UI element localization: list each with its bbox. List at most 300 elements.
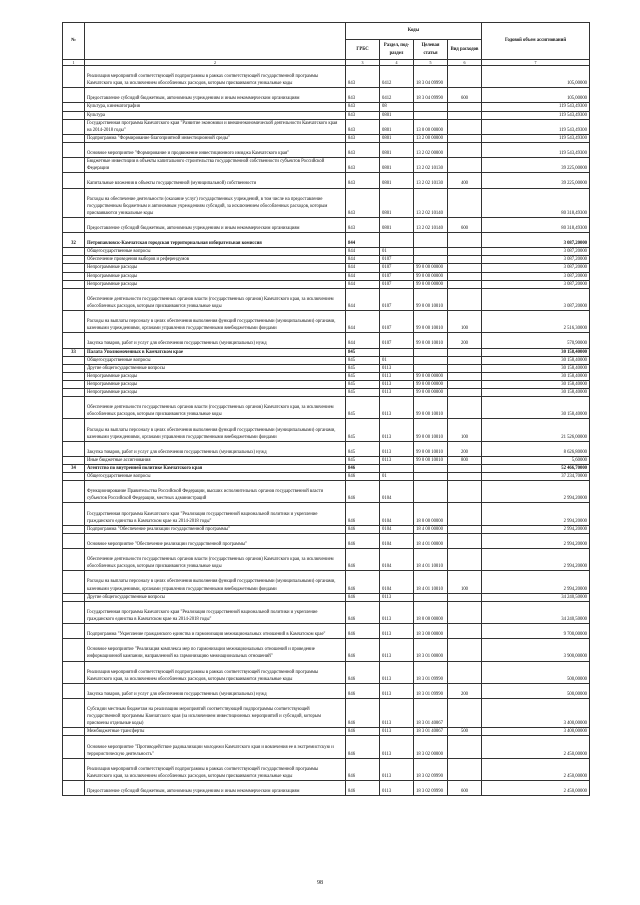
header-num: № [63,23,85,60]
row-name: Расходы на выплаты персоналу в целях обеспечения выполнения функций государственными (муниципальными) органами, казенными учреждениями, органами управления государственными внебюджетными фондами [85,419,346,441]
table-row [63,372,590,380]
row-grbs: 843 [346,111,380,119]
row-expense-type: 100 [448,311,482,333]
row-target-article: 13 0 00 00000 [414,119,448,134]
row-razdel: 0104 [380,549,414,571]
row-amount: 3 400,00000 [482,698,590,727]
row-name: Основное мероприятие "Обеспечение реализации государственной программы" [85,533,346,548]
row-razdel: 0104 [380,481,414,503]
row-grbs: 844 [346,333,380,348]
row-razdel: 0107 [380,264,414,272]
row-number [63,111,85,119]
row-name: Непрограммные расходы [85,264,346,272]
row-razdel: 0107 [380,280,414,288]
table-row [63,158,590,173]
row-grbs: 846 [346,781,380,796]
row-grbs: 846 [346,571,380,593]
row-target-article: 99 0 00 00000 [414,372,448,380]
row-target-article [414,348,448,356]
row-razdel: 0113 [380,728,414,736]
row-expense-type [448,264,482,272]
row-razdel [380,348,414,356]
row-amount: 2 994,20000 [482,571,590,593]
row-grbs: 844 [346,272,380,280]
row-expense-type: 100 [448,571,482,593]
row-amount: 3 087,20000 [482,256,590,264]
row-amount: 30 158,40000 [482,380,590,388]
row-target-article: 99 0 00 10010 [414,288,448,310]
row-razdel: 0412 [380,66,414,88]
row-target-article: 18 0 00 00000 [414,503,448,525]
row-expense-type [448,758,482,780]
row-number: 34 [63,464,85,472]
row-grbs: 846 [346,473,380,481]
row-amount: 3 087,20000 [482,248,590,256]
row-target-article: 99 0 00 00000 [414,264,448,272]
table-row [63,134,590,142]
table-row [63,728,590,736]
row-amount: 8 626,80000 [482,441,590,456]
table-row [63,103,590,111]
row-target-article: 18 3 02 00000 [414,736,448,758]
row-grbs: 843 [346,119,380,134]
row-number [63,280,85,288]
row-razdel [380,464,414,472]
row-number [63,456,85,464]
row-target-article: 99 0 00 10010 [414,441,448,456]
row-target-article: 13 2 02 00000 [414,142,448,157]
row-grbs: 844 [346,288,380,310]
table-row [63,333,590,348]
row-number [63,142,85,157]
row-number [63,103,85,111]
row-expense-type [448,601,482,623]
row-number [63,473,85,481]
row-razdel: 0113 [380,364,414,372]
row-amount: 80 318,49300 [482,188,590,217]
row-name: Предоставление субсидий бюджетным, автономным учреждениям и иным некоммерческим организациям [85,781,346,796]
table-row [63,364,590,372]
row-razdel: 0113 [380,639,414,661]
row-expense-type [448,103,482,111]
index-cell: 4 [380,60,414,66]
row-target-article: 18 3 04 09990 [414,88,448,103]
row-amount: 3 087,20000 [482,280,590,288]
header-vid: Вид расходов [448,40,482,60]
row-grbs: 845 [346,441,380,456]
row-name: Агентство по внутренней политике Камчатского края [85,464,346,472]
row-expense-type [448,256,482,264]
row-expense-type [448,389,482,397]
document-page [62,22,590,796]
row-name: Непрограммные расходы [85,389,346,397]
table-row [63,533,590,548]
row-target-article [414,364,448,372]
row-target-article: 13 2 00 00000 [414,134,448,142]
row-name: Непрограммные расходы [85,380,346,388]
row-expense-type: 600 [448,781,482,796]
row-name: Общегосударственные вопросы [85,248,346,256]
row-expense-type [448,473,482,481]
row-name: Подпрограмма "Обеспечение реализации государственной программы" [85,525,346,533]
row-target-article: 99 0 00 10010 [414,397,448,419]
table-row [63,503,590,525]
row-number [63,333,85,348]
index-cell: 5 [414,60,448,66]
page-number: 98 [317,880,323,886]
row-name: Закупка товаров, работ и услуг для обеспечения государственных (муниципальных) нужд [85,683,346,698]
row-expense-type [448,364,482,372]
row-name: Предоставление субсидий бюджетным, автономным учреждениям и иным некоммерческим организациям [85,217,346,232]
row-razdel: 0801 [380,142,414,157]
table-row [63,119,590,134]
table-row [63,348,590,356]
row-amount: 3 900,00000 [482,639,590,661]
row-expense-type: 500 [448,728,482,736]
row-number [63,419,85,441]
row-number [63,356,85,364]
row-amount: 2 994,20000 [482,503,590,525]
row-name: Подпрограмма "Укрепление гражданского единства и гармонизация межнациональных отношений в Камчатском крае" [85,624,346,639]
row-amount: 9 700,00000 [482,624,590,639]
row-grbs: 845 [346,364,380,372]
table-row [63,272,590,280]
row-name: Петропавловск-Камчатская городская территориальная избирательная комиссия [85,233,346,248]
row-number [63,288,85,310]
row-number [63,364,85,372]
row-grbs: 843 [346,88,380,103]
table-row [63,256,590,264]
row-target-article [414,111,448,119]
table-row [63,311,590,333]
row-number [63,624,85,639]
index-cell: 3 [346,60,380,66]
row-amount: 2 450,00000 [482,781,590,796]
budget-table [62,22,590,796]
row-name: Другие общегосударственные вопросы [85,593,346,601]
row-razdel: 0107 [380,272,414,280]
row-name: Государственная программа Камчатского края "Реализация государственной национальной политики и укрепление гражданского единства в Камчатском крае на 2014-2018 годы" [85,601,346,623]
row-amount: 3 400,00000 [482,728,590,736]
row-razdel: 0113 [380,601,414,623]
row-expense-type [448,639,482,661]
row-name: Другие общегосударственные вопросы [85,364,346,372]
row-razdel: 0104 [380,571,414,593]
row-target-article: 18 3 01 09990 [414,683,448,698]
table-row [63,173,590,188]
row-number [63,571,85,593]
row-name: Государственная программа Камчатского края "Развитие экономики и внешнеэкономической деятельности Камчатского края на 2014-2018 годы" [85,119,346,134]
row-number [63,683,85,698]
row-expense-type [448,372,482,380]
row-expense-type [448,272,482,280]
row-number [63,525,85,533]
row-grbs: 844 [346,280,380,288]
row-expense-type [448,248,482,256]
row-expense-type: 200 [448,441,482,456]
row-expense-type [448,188,482,217]
row-grbs: 846 [346,533,380,548]
row-name: Основное мероприятие "Противодействие радикализации молодежи Камчатского края и вовлечения ее в экстремистскую и террористическую деятельность" [85,736,346,758]
row-target-article [414,356,448,364]
row-grbs: 844 [346,311,380,333]
row-name: Основное мероприятие "Реализация комплекса мер по гармонизации межнациональных отношений и проведение информационной кампании, направленной на гармонизацию межнациональных отношений" [85,639,346,661]
table-row [63,248,590,256]
row-amount: 119 543,49300 [482,111,590,119]
row-grbs: 846 [346,503,380,525]
row-expense-type [448,624,482,639]
row-number [63,272,85,280]
row-target-article: 18 0 00 00000 [414,601,448,623]
row-target-article: 18 4 01 00000 [414,533,448,548]
row-name: Обеспечение деятельности государственных органов власти (государственных органов) Камчатского края, за исключением обособленных расходов, которым присваиваются уникальные коды [85,288,346,310]
row-grbs: 846 [346,639,380,661]
row-grbs: 845 [346,356,380,364]
row-target-article [414,256,448,264]
row-target-article: 99 0 00 00000 [414,272,448,280]
row-amount: 37 234,70000 [482,473,590,481]
row-name: Непрограммные расходы [85,272,346,280]
row-razdel: 0113 [380,698,414,727]
header-amount: Годовой объем ассигнований [482,23,590,60]
table-row [63,571,590,593]
row-razdel: 0113 [380,758,414,780]
row-razdel [380,233,414,248]
row-razdel: 0113 [380,456,414,464]
row-grbs: 846 [346,464,380,472]
row-name: Обеспечение деятельности государственных органов власти (государственных органов) Камчатского края, за исключением обособленных расходов, которым присваиваются уникальные коды [85,397,346,419]
row-target-article: 99 0 00 10010 [414,333,448,348]
row-amount: 30 158,40000 [482,364,590,372]
row-grbs: 844 [346,248,380,256]
header-grbs: ГРБС [346,40,380,60]
row-razdel: 0801 [380,134,414,142]
row-grbs: 844 [346,233,380,248]
row-target-article: 18 3 00 00000 [414,624,448,639]
row-amount: 80 318,49300 [482,217,590,232]
row-expense-type [448,464,482,472]
row-number [63,441,85,456]
table-body [63,66,590,796]
row-razdel: 0113 [380,419,414,441]
row-number [63,736,85,758]
row-razdel: 01 [380,473,414,481]
row-amount: 52 466,70000 [482,464,590,472]
header-codes: Коды [346,23,482,40]
row-razdel: 0113 [380,389,414,397]
row-number [63,311,85,333]
row-amount: 30 158,40000 [482,389,590,397]
row-expense-type [448,481,482,503]
row-name: Иные бюджетные ассигнования [85,456,346,464]
row-target-article: 13 2 02 10130 [414,173,448,188]
table-row [63,758,590,780]
row-expense-type [448,503,482,525]
header-razdel: Раздел, под-раздел [380,40,414,60]
row-grbs: 846 [346,624,380,639]
row-grbs: 843 [346,158,380,173]
row-number: 33 [63,348,85,356]
row-name: Реализация мероприятий соответствующей подпрограммы в рамках соответствующей государственной программы Камчатского края, за исключением обособленных расходов, которым присваиваются уникальные коды [85,661,346,683]
row-amount: 5,60000 [482,456,590,464]
row-expense-type [448,119,482,134]
row-name: Межбюджетные трансферты [85,728,346,736]
header-target: Целевая статья [414,40,448,60]
row-target-article: 99 0 00 00000 [414,280,448,288]
table-row [63,389,590,397]
row-amount: 105,00000 [482,66,590,88]
table-row [63,736,590,758]
row-name: Закупка товаров, работ и услуг для обеспечения государственных (муниципальных) нужд [85,333,346,348]
row-expense-type: 400 [448,173,482,188]
row-name: Обеспечение проведения выборов и референдумов [85,256,346,264]
row-grbs: 843 [346,66,380,88]
row-razdel: 0113 [380,397,414,419]
row-grbs: 846 [346,736,380,758]
row-number [63,173,85,188]
row-amount: 39 225,00000 [482,158,590,173]
table-row [63,624,590,639]
row-grbs: 846 [346,525,380,533]
table-row [63,683,590,698]
row-amount: 30 158,40000 [482,348,590,356]
row-grbs: 845 [346,397,380,419]
row-target-article: 13 2 02 10130 [414,158,448,173]
table-row [63,525,590,533]
row-amount: 34 240,50000 [482,593,590,601]
row-amount: 119 543,49300 [482,119,590,134]
row-grbs: 843 [346,173,380,188]
table-row [63,441,590,456]
row-name: Культура [85,111,346,119]
table-row [63,456,590,464]
row-amount: 570,90000 [482,333,590,348]
row-target-article: 99 0 00 10010 [414,456,448,464]
row-number [63,601,85,623]
row-razdel: 0107 [380,256,414,264]
table-row [63,473,590,481]
row-grbs: 843 [346,217,380,232]
table-row [63,111,590,119]
row-expense-type [448,525,482,533]
row-expense-type [448,397,482,419]
row-grbs: 846 [346,758,380,780]
row-target-article [414,248,448,256]
row-target-article: 18 3 01 09990 [414,661,448,683]
index-cell: 2 [85,60,346,66]
row-expense-type: 600 [448,88,482,103]
row-amount: 3 087,20000 [482,272,590,280]
row-expense-type: 800 [448,456,482,464]
row-number [63,66,85,88]
row-target-article: 18 3 02 09990 [414,758,448,780]
table-row [63,481,590,503]
row-name: Капитальные вложения в объекты государственной (муниципальной) собственности [85,173,346,188]
row-expense-type [448,134,482,142]
table-row [63,397,590,419]
row-expense-type: 200 [448,683,482,698]
row-target-article: 99 0 00 00000 [414,389,448,397]
row-razdel: 0113 [380,380,414,388]
row-expense-type [448,158,482,173]
row-number: 32 [63,233,85,248]
row-name: Обеспечение деятельности государственных органов власти (государственных органов) Камчатского края, за исключением обособленных расходов, которым присваиваются уникальные коды [85,549,346,571]
row-name: Функционирование Правительства Российской Федерации, высших исполнительных органов государственной власти субъектов Российской Федерации, местных администраций [85,481,346,503]
row-razdel: 01 [380,248,414,256]
row-number [63,119,85,134]
row-grbs: 846 [346,728,380,736]
table-header-row-1 [63,23,590,40]
row-target-article [414,233,448,248]
row-number [63,248,85,256]
row-number [63,533,85,548]
row-number [63,134,85,142]
row-expense-type: 600 [448,217,482,232]
table-row [63,380,590,388]
row-number [63,188,85,217]
row-amount: 2 994,20000 [482,481,590,503]
row-number [63,698,85,727]
row-razdel: 0113 [380,781,414,796]
table-row [63,88,590,103]
table-row [63,419,590,441]
row-name: Расходы на выплаты персоналу в целях обеспечения выполнения функций государственными (муниципальными) органами, казенными учреждениями, органами управления государственными внебюджетными фондами [85,571,346,593]
row-number [63,661,85,683]
row-expense-type: 200 [448,333,482,348]
row-amount: 34 240,50000 [482,601,590,623]
row-name: Закупка товаров, работ и услуг для обеспечения государственных (муниципальных) нужд [85,441,346,456]
table-row [63,264,590,272]
row-grbs: 845 [346,348,380,356]
row-expense-type [448,356,482,364]
row-expense-type [448,233,482,248]
row-expense-type [448,698,482,727]
row-grbs: 845 [346,372,380,380]
table-row [63,288,590,310]
row-razdel: 0107 [380,333,414,348]
row-number [63,728,85,736]
row-amount: 2 994,20000 [482,533,590,548]
row-grbs: 846 [346,698,380,727]
row-grbs: 846 [346,593,380,601]
row-amount: 2 516,30000 [482,311,590,333]
row-amount: 21 526,00000 [482,419,590,441]
row-razdel: 0113 [380,683,414,698]
row-razdel: 0104 [380,533,414,548]
row-target-article: 18 4 01 10010 [414,549,448,571]
row-razdel: 0104 [380,503,414,525]
row-razdel: 0104 [380,525,414,533]
row-number [63,503,85,525]
row-target-article: 18 4 01 10010 [414,571,448,593]
row-number [63,481,85,503]
row-amount: 3 087,20000 [482,233,590,248]
row-target-article: 18 3 01 00000 [414,639,448,661]
row-amount: 119 543,49300 [482,103,590,111]
row-grbs: 844 [346,256,380,264]
row-target-article [414,481,448,503]
row-expense-type [448,348,482,356]
row-razdel: 0801 [380,188,414,217]
row-target-article: 18 3 01 40067 [414,728,448,736]
row-target-article [414,103,448,111]
row-amount: 119 543,49300 [482,142,590,157]
row-grbs: 846 [346,481,380,503]
table-row [63,142,590,157]
row-amount: 30 158,40000 [482,372,590,380]
row-expense-type [448,280,482,288]
row-amount: 30 158,40000 [482,356,590,364]
